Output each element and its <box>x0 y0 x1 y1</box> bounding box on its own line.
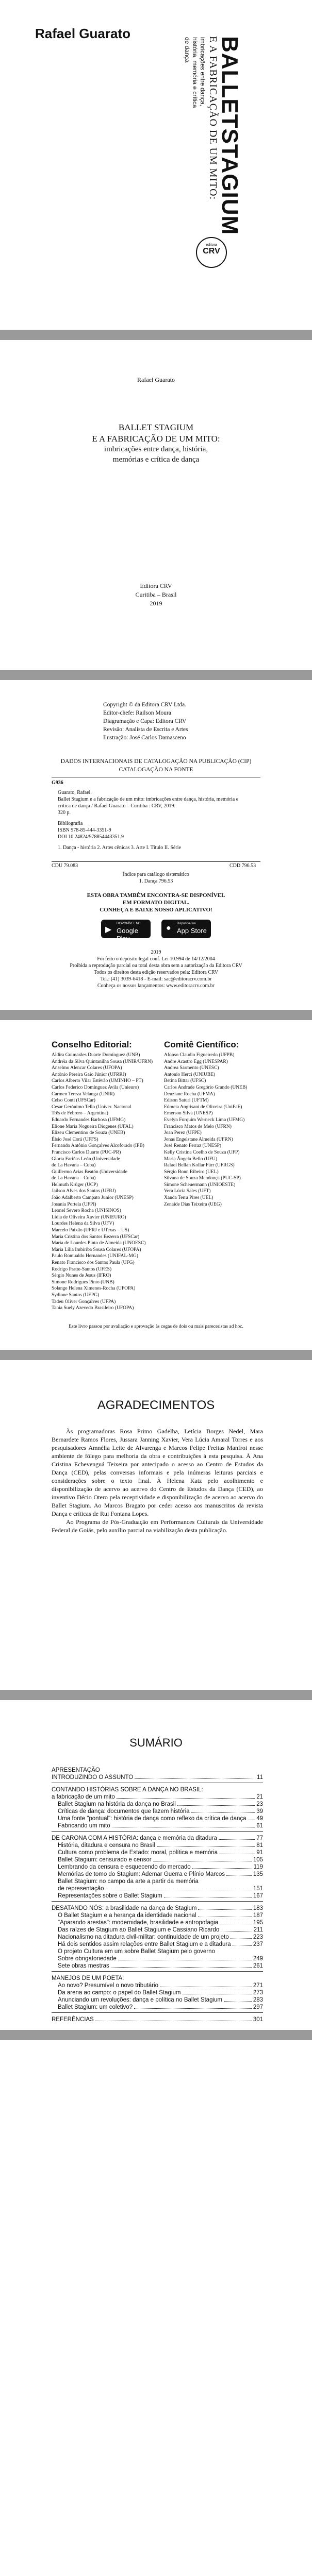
committee-member: Vera Lúcia Sales (UFT) <box>164 1189 211 1194</box>
cip-line: Guarato, Rafael. <box>58 790 92 795</box>
council-member: Três de Febrero – Argentina) <box>52 1111 108 1116</box>
council-member: Simone Rodrigues Pinto (UNB) <box>52 1279 114 1285</box>
app-store-badge[interactable] <box>161 920 211 938</box>
toc-entry[interactable] <box>58 1982 263 1989</box>
cdd: CDD 796.53 <box>229 863 256 869</box>
toc-entry-page: 105 <box>253 1857 263 1863</box>
council-member: Jailson Alves dos Santos (UFRJ) <box>52 1189 116 1194</box>
subtitle-line-1: imbricações entre dança, história, <box>104 445 208 453</box>
council-member: Solange Helena Ximenes-Rocha (UFOPA) <box>52 1286 136 1292</box>
title-page-author: Rafael Guarato <box>137 376 175 383</box>
toc-entry-page: 61 <box>256 1823 263 1829</box>
index-title: Índice para catálogo sistemático <box>123 872 189 877</box>
council-member: Elione Maria Nogueira Diogenes (UFAL) <box>52 1124 134 1129</box>
toc-entry-page: 261 <box>253 1963 263 1969</box>
ack-title: AGRADECIMENTOS <box>97 1398 215 1412</box>
toc-entry[interactable] <box>58 1920 263 1926</box>
toc-dots <box>219 1839 255 1840</box>
committee-member: José Renato Ferraz (UNESP) <box>164 1143 222 1149</box>
credit-line: Editor-chefe: Railson Moura <box>103 710 171 716</box>
committee-member: Carlos Andrade Gregório Grando (UNEB) <box>164 1084 248 1090</box>
toc-entry-page: 11 <box>257 1774 263 1781</box>
toc-entry-label: Das raízes de Stagium ao Ballet Stagium e Cassiano Ricardo <box>58 1927 220 1933</box>
committee-member: Emerson Silva (UNESP) <box>164 1111 213 1116</box>
council-note: Este livro passou por avaliação e aprovação às cegas de dois ou mais pareceristas ad hoc. <box>69 1324 243 1329</box>
council-member: Tadeu Oliver Gonçalves (UFPA) <box>52 1299 116 1304</box>
toc-entry[interactable] <box>58 1808 263 1815</box>
toc-dots <box>198 1909 251 1910</box>
council-member: Lídia de Oliveira Xavier (UNIEURO) <box>52 1214 126 1220</box>
committee-member: Silvana de Souza Mendonça (PUC-SP) <box>164 1176 241 1181</box>
divider <box>52 861 260 862</box>
council-member: João Adalberto Campato Junior (UNESP) <box>52 1195 134 1201</box>
toc-entry-label: "Aparando arestas": modernidade, brasilidade e antropofagia <box>58 1920 219 1926</box>
cip-title: DADOS INTERNACIONAIS DE CATALOGAÇÃO NA PUBLICAÇÃO (CIP) <box>60 758 252 765</box>
committee-member: Rafael Bellan Kollar Fürr (UFRGS) <box>164 1163 235 1168</box>
toc-entry-page: 237 <box>253 1941 263 1947</box>
toc-entry[interactable] <box>58 1963 263 1969</box>
council-member: Gloria Fariñas León (Universidade <box>52 1156 120 1162</box>
committee-member: Deuziane Rocha (UFMA) <box>164 1091 215 1097</box>
committee-member: Jonas Engelstane Almeida (UFRN) <box>164 1137 233 1142</box>
toc-entry[interactable] <box>58 1871 263 1877</box>
legal-line: Conheça os nossos lançamentos: www.editoracrv.com.br <box>97 983 215 989</box>
toc-entry-page: 49 <box>256 1816 263 1822</box>
toc-entry-label: Uma fonte "pontual": história de dança como reflexo da crítica de dança <box>58 1816 247 1822</box>
cover-subtitle-3: de dança <box>184 37 191 63</box>
ebook-line-2: EM FORMATO DIGITAL. <box>122 900 190 906</box>
toc-entry[interactable] <box>58 1886 263 1892</box>
council-member: Fernando Antônio Gonçalves Alcoforado (IPB) <box>52 1143 144 1149</box>
council-member: Helmuth Krüger (UCP) <box>52 1182 98 1188</box>
council-member: Carmen Tereza Velanga (UNIR) <box>52 1091 115 1097</box>
toc-entry[interactable] <box>58 1878 263 1885</box>
toc-entry-page: 297 <box>253 2004 263 2010</box>
toc-entry-label: Lembrando da censura e esquecendo do mercado <box>58 1864 191 1870</box>
toc-dots <box>231 1938 252 1939</box>
committee-member: Antonio Herci (UNIUBE) <box>164 1072 216 1077</box>
ack-body <box>52 1427 263 1534</box>
toc-entry-label: DE CARONA COM A HISTÓRIA: dança e memória da ditadura <box>52 1835 217 1841</box>
committee-member: Andre Acastro Egg (UNESPAR) <box>164 1059 228 1064</box>
cover-page <box>0 0 312 330</box>
legal-line: Tel.: (41) 3039-6418 - E-mail: sac@editoracrv.com.br <box>100 976 212 982</box>
cover-author: Rafael Guarato <box>35 26 130 41</box>
council-member: Cesar Gerónimo Tello (Univer. Nacional <box>52 1104 132 1110</box>
council-member: Tania Suely Azevedo Brasileiro (UFOPA) <box>52 1306 134 1311</box>
cover-title-sub: E A FABRICAÇÃO DE UM MITO: <box>207 36 219 200</box>
council-member: de La Havana – Cuba) <box>52 1176 96 1181</box>
council-member: Antônio Pereira Gaio Júnior (UFRRJ) <box>52 1072 126 1077</box>
toc-entry-label: Anunciando um revoluções: dança e política no Ballet Stagium <box>58 1997 223 2003</box>
credit-line: Revisão: Analista de Escrita e Artes <box>103 726 188 733</box>
toc-dots <box>233 1945 252 1946</box>
council-member: de La Havana – Cuba) <box>52 1163 96 1168</box>
cover-title-main: BALLETSTAGIUM <box>217 36 242 235</box>
toc-entry-page: 273 <box>253 1990 263 1996</box>
google-play-badge[interactable] <box>101 920 151 942</box>
toc-entry-label: Cultura como problema de Estado: moral, política e memória <box>58 1850 218 1856</box>
legal-line: Todos os direitos desta edição reservados pela: Editora CRV <box>93 970 219 975</box>
council-member: Élsio José Corá (UFFS) <box>52 1137 98 1142</box>
toc-entry-page: 271 <box>253 1982 263 1989</box>
council-member: Francisco Carlos Duarte (PUC-PR) <box>52 1149 121 1155</box>
toc-entry[interactable] <box>52 1794 263 1800</box>
toc-entry[interactable] <box>58 1850 263 1856</box>
badge-top: Disponível na <box>177 922 196 925</box>
logo-text: CRV <box>203 247 220 256</box>
committee-member: Xanda Terra Pires (UEL) <box>164 1195 214 1201</box>
toc-entry-label: Sobre obrigatoriedade <box>58 1956 117 1962</box>
toc-entry[interactable] <box>58 1912 263 1919</box>
committee-member: Simone Scheuermann (UNIOESTE) <box>164 1182 236 1188</box>
council-member: Aldira Guimarães Duarte Domínguez (UNB) <box>52 1053 140 1058</box>
committee-member: Kelly Cristina Coelho de Souza (UFP) <box>164 1149 240 1155</box>
cip-code: G936 <box>52 780 63 786</box>
council-member: Anselmo Alencar Colares (UFOPA) <box>52 1065 122 1071</box>
toc-entry-label: Memórias de tomo do Stagium: Ademar Guerra e Plínio Marcos <box>58 1871 225 1877</box>
toc-entry[interactable] <box>58 1948 263 1955</box>
toc-entry[interactable] <box>58 1934 263 1940</box>
toc-entry-label: REFERÊNCIAS <box>52 2016 94 2023</box>
credit-line: Copyright © da Editora CRV Ltda. <box>103 702 186 708</box>
ack-paragraph: Ao Programa de Pós-Graduação em Performances Culturais da Universidade Federal de Goiás, pelo auxílio parcial na viabilização desta publicação. <box>52 1518 263 1534</box>
council-member: Sérgio Nunes de Jesus (IFRO) <box>52 1273 111 1279</box>
toc-dots <box>135 1778 255 1779</box>
toc-dots <box>111 1967 252 1968</box>
toc-entry-page: 135 <box>253 1871 263 1877</box>
committee-member: Betina Bittar (UFSC) <box>164 1078 206 1084</box>
toc-dots <box>191 1812 255 1813</box>
badge-label: Google Play <box>117 927 138 942</box>
toc-entry-label: INTRODUZINDO O ASSUNTO <box>52 1774 134 1781</box>
council-member: Leonel Severo Rocha (UNISINOS) <box>52 1208 121 1214</box>
badge-top: DISPONÍVEL NO <box>117 922 141 925</box>
council-member: Maria Lília Imbiriba Sousa Colares (UFOPA) <box>52 1247 141 1252</box>
toc-entry-label: Representações sobre o Ballet Stagium <box>58 1893 162 1899</box>
toc-entry[interactable] <box>58 1857 263 1863</box>
toc-entry[interactable] <box>58 1816 263 1822</box>
toc-entry-label: Sete obras mestras <box>58 1963 109 1969</box>
title-year: 2019 <box>150 600 162 607</box>
council-right-title: Comitê Científico: <box>164 1040 239 1049</box>
council-member: Paulo Romualdo Hernandes (UNIFAL-MG) <box>52 1253 138 1259</box>
council-member: Maria de Lourdes Pinto de Almeida (UNOESC) <box>52 1241 146 1246</box>
toc-entry[interactable] <box>58 1990 263 1996</box>
council-member: Carlos Federico Domínguez Avila (Unieuro) <box>52 1084 139 1090</box>
toc-dots <box>177 1805 255 1806</box>
editorial-council <box>52 1040 157 1312</box>
committee-member: Afonso Claudio Figueiredo (UFPB) <box>164 1053 235 1058</box>
cdu: CDU 79.083 <box>52 863 78 869</box>
toc-entry-page: 187 <box>253 1912 263 1919</box>
committee-member: Edmeia Angrisani de Oliveira (UniFaE) <box>164 1104 242 1110</box>
toc-dots <box>224 2001 252 2002</box>
toc-entry-page: 39 <box>256 1808 263 1815</box>
council-member: Sydione Santos (UEPG) <box>52 1292 100 1298</box>
cip-line: 320 p. <box>58 810 71 816</box>
toc-entry-page: 77 <box>256 1835 263 1841</box>
toc-entry[interactable] <box>58 2004 263 2010</box>
toc-entry-page: 23 <box>256 1801 263 1807</box>
toc-entry[interactable] <box>58 1941 263 1947</box>
toc-dots <box>226 1875 252 1876</box>
toc-entry[interactable] <box>58 1956 263 1962</box>
legal-block <box>0 949 312 989</box>
council-member: Carlos Alberto Vilar Estêvão (UMINHO – PT) <box>52 1078 143 1084</box>
legal-line: Proibida a reprodução parcial ou total desta obra sem a autorização da Editora CRV <box>70 963 242 969</box>
committee-member: Joan Perez (UFPE) <box>164 1130 202 1136</box>
toc-entry[interactable] <box>52 1774 263 1781</box>
title-page <box>0 340 312 670</box>
toc-entry-page: 151 <box>253 1886 263 1892</box>
toc-entry-label: O Ballet Stagium e a herança da identidade nacional <box>58 1912 196 1919</box>
committee-member: Sérgio Bonn Ribeiro (UEL) <box>164 1169 219 1175</box>
toc-entry-page: 167 <box>253 1893 263 1899</box>
toc-entry[interactable] <box>52 1835 263 1841</box>
toc-entry[interactable] <box>52 1787 263 1793</box>
play-icon: ▶ <box>105 925 112 934</box>
credits-page <box>0 680 312 1010</box>
toc-page <box>0 1700 312 2030</box>
toc-dots <box>117 1798 255 1799</box>
cip-line: 1. Dança - história 2. Artes cênicas 3. Arte I. Título II. Série <box>58 845 181 851</box>
toc-entry[interactable] <box>58 1842 263 1849</box>
toc-title: SUMÁRIO <box>129 1736 183 1749</box>
toc-entry-page: 195 <box>253 1920 263 1926</box>
ack-paragraph: Às programadoras Rosa Primo Gadelha, Letícia Borges Nedel, Mara Bernardete Ramos Flores, Jussara Janning Xavier, Vera Lúcia Amaral Torres e aos pesquisadores Amnélia Leite de Alvarenga e Marcos Felipe Freitas Manfroi nesse ambiente de fôlego para melhoria da obra e contribuições à esta pesquisa. À Ana Cristina Echevenguá Teixeira por antecipado o acesso ao Centro de Estudos da Dança (CED), pelas conversas informais e pela inúmeras leituras parciais e considerações sobre o texto final. À Helena Katz pelo acolhimento e disponibilização de acervo ao acervo do Centro de Estudos da Dança (CED), ao inventivo Décio Otero pela receptividade e disponibilização de acervo ao acervo do Ballet Stagium. Ao Marcos Bragato por ceder acesso aos manuscritos da revista Dança e críticas de Rui Fontana Lopes. <box>52 1428 263 1517</box>
publisher-logo <box>196 237 227 268</box>
logo-top: editora <box>206 243 217 247</box>
cip-line: DOI 10.24824/978854443351.9 <box>58 834 124 840</box>
council-member: Andréia da Silva Quintanilha Sousa (UNIR/UFRN) <box>52 1059 153 1064</box>
toc-divider <box>52 1971 263 1972</box>
toc-entry-page: 119 <box>253 1864 263 1870</box>
council-member: Josania Portela (UFPI) <box>52 1201 96 1207</box>
toc-entry-page: 21 <box>256 1794 263 1800</box>
title-line-2: E A FABRICAÇÃO DE UM MITO: <box>92 434 220 444</box>
council-member: Lourdes Helena da Silva (UFV) <box>52 1221 114 1227</box>
ebook-line-3: CONHEÇA E BAIXE NOSSO APLICATIVO! <box>100 907 212 913</box>
toc-dots <box>157 1846 255 1847</box>
toc-entry-label: APRESENTAÇÃO <box>52 1767 100 1773</box>
toc-dots <box>134 2008 252 2009</box>
cip-body <box>58 789 261 851</box>
council-member: Eduardo Fernandes Barbosa (UFMG) <box>52 1117 126 1123</box>
scientific-committee <box>164 1040 267 1208</box>
toc-entry-label: Ao novo? Presumível o novo tributário <box>58 1982 158 1989</box>
credits-block <box>103 701 258 742</box>
council-member: Maria Cristina dos Santos Bezerra (UFSCar) <box>52 1234 140 1240</box>
toc-entry[interactable] <box>52 1905 263 1911</box>
toc-entry[interactable] <box>58 1801 263 1807</box>
title-line-1: BALLET STAGIUM <box>118 422 194 432</box>
committee-member: Evelyn Furquim Werneck Lima (UFMG) <box>164 1117 245 1123</box>
toc-entry-page: 81 <box>256 1842 263 1849</box>
toc-entry[interactable] <box>58 1823 263 1829</box>
toc-entry-page: 183 <box>253 1905 263 1911</box>
toc-entry-label: Ballet Stagium: censurado e censor <box>58 1857 152 1863</box>
toc-entry-label: de representação <box>58 1886 104 1892</box>
toc-entry-label: a fabricação de um mito <box>52 1794 115 1800</box>
cip-sub: CATALOGAÇÃO NA FONTE <box>119 767 193 773</box>
cover-subtitle-2: história, memória e crítica <box>191 37 199 108</box>
toc-entry-page: 223 <box>253 1934 263 1940</box>
toc-entry-label: Ballet Stagium: um coletivo? <box>58 2004 133 2010</box>
toc-entry-page: 91 <box>256 1850 263 1856</box>
toc-entry-page: 283 <box>253 1997 263 2003</box>
credit-line: Ilustração: José Carlos Damasceno <box>103 735 186 741</box>
subtitle-line-2: memórias e crítica de dança <box>112 455 200 464</box>
toc-entry[interactable] <box>58 1893 263 1899</box>
toc-entry-label: Nacionalismo na ditadura civil-militar: continuidade de um projeto <box>58 1934 229 1940</box>
credit-line: Diagramação e Capa: Editora CRV <box>103 718 187 724</box>
toc-entry[interactable] <box>58 1997 263 2003</box>
council-page <box>0 1020 312 1350</box>
committee-member: Zenaide Dias Teixeira (UEG) <box>164 1201 222 1207</box>
toc-entry[interactable] <box>52 1767 263 1773</box>
toc-dots <box>192 1868 252 1869</box>
toc-entry-label: CONTANDO HISTÓRIAS SOBRE A DANÇA NO BRASIL: <box>52 1787 203 1793</box>
committee-member: Andrea Sarmento (UNESC) <box>164 1065 219 1071</box>
committee-member: Maria Ângela Bello (UFU) <box>164 1156 218 1162</box>
badge-label: App Store <box>177 927 207 935</box>
toc-entry-page: 301 <box>253 2016 263 2023</box>
blank-page <box>0 2040 312 2576</box>
toc-entry-label: Há dois sentidos assim relações entre Ballet Stagium e a ditadura <box>58 1941 231 1947</box>
acknowledgements-page <box>0 1360 312 1690</box>
toc-entry[interactable] <box>52 1975 263 1981</box>
toc-entry[interactable] <box>58 1864 263 1870</box>
cip-line: crítica de dança / Rafael Guarato – Curitiba : CRV, 2019. <box>58 803 175 809</box>
council-member: Celso Conti (UFSCar) <box>52 1098 95 1104</box>
title-publisher: Editora CRV <box>140 582 172 589</box>
toc-entry-label: MANEJOS DE UM POETA: <box>52 1975 124 1981</box>
toc-entry-label: História, ditadura e censura no Brasil <box>58 1842 155 1849</box>
legal-line: 2019 <box>151 950 161 955</box>
toc-entry-label: Fabricando um mito <box>58 1823 110 1829</box>
committee-member: Francisco Matos de Melo (UFRN) <box>164 1124 232 1129</box>
council-left-title: Conselho Editorial: <box>52 1040 132 1049</box>
apple-icon: ● <box>166 924 171 933</box>
title-city: Curitiba – Brasil <box>135 591 177 598</box>
index-line: 1. Dança 796.53 <box>139 878 173 884</box>
toc-entry[interactable] <box>52 2016 263 2023</box>
council-member: Rodrigo Pratte-Santos (UFES) <box>52 1266 112 1272</box>
toc-entry-label: Da arena ao campo: o papel do Ballet Stagium <box>58 1990 181 1996</box>
toc-divider <box>52 1901 263 1902</box>
legal-line: Foi feito o depósito legal conf. Lei 10.994 de 14/12/2004 <box>97 956 215 962</box>
toc-entry-label: DESATANDO NÓS: a brasilidade na dança de Stagium <box>52 1905 197 1911</box>
toc-entry-label: Críticas de dança: documentos que fazem história <box>58 1808 190 1815</box>
cover-subtitle-1: imbricações entre dança, <box>199 37 206 107</box>
cip-line: Ballet Stagium e a fabricação de um mito: imbricações entre dança, história, memória e <box>58 796 239 802</box>
toc-entry-label: O projeto Cultura em um sobre Ballet Stagium pelo governo <box>58 1948 215 1955</box>
council-member: Marcelo Paixão (UFRJ e UTexas – US) <box>52 1228 129 1233</box>
ebook-line-1: ESTA OBRA TAMBÉM ENCONTRA-SE DISPONÍVEL <box>87 892 225 899</box>
toc-divider <box>52 1831 263 1832</box>
toc-entry[interactable] <box>58 1927 263 1933</box>
toc-entry-page: 249 <box>253 1956 263 1962</box>
council-member: Renato Francisco dos Santos Paula (UFG) <box>52 1260 135 1265</box>
council-member: Guillermo Arias Beatón (Universidade <box>52 1169 127 1175</box>
toc-entry-label: Ballet Stagium: no campo da arte a partir da memória <box>58 1878 199 1885</box>
toc-entry-page: 211 <box>253 1927 263 1933</box>
council-member: Elizeu Clementino de Souza (UNEB) <box>52 1130 125 1136</box>
cip-line: Bibliografia <box>58 821 83 826</box>
committee-member: Edison Saturi (UFTM) <box>164 1098 209 1104</box>
toc-divider <box>52 2012 263 2013</box>
cip-line: ISBN 978-85-444-3351-9 <box>58 827 111 833</box>
toc-entry-label: Ballet Stagium na história da dança no Brasil <box>58 1801 176 1807</box>
